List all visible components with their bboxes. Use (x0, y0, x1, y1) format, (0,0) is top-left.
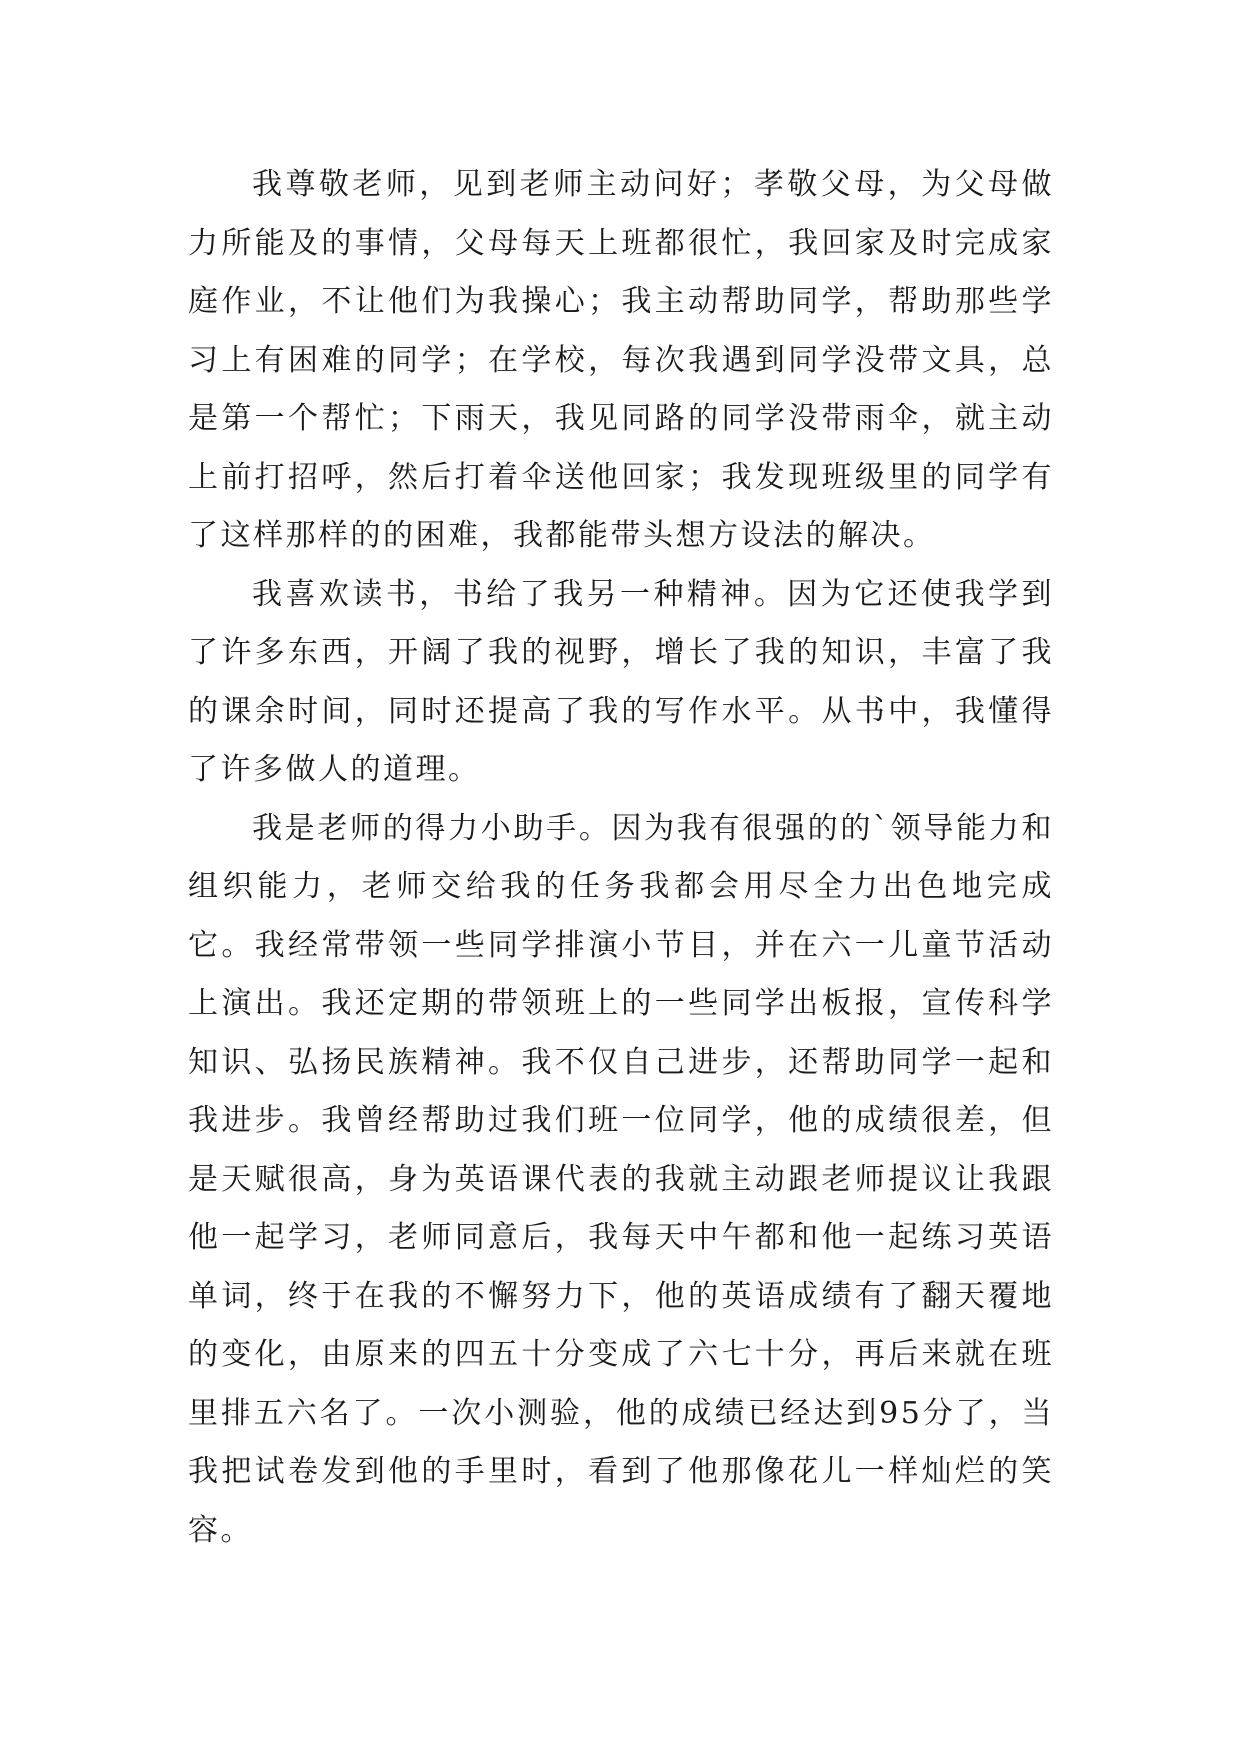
paragraph-reading: 我喜欢读书，书给了我另一种精神。因为它还使我学到了许多东西，开阔了我的视野，增长了我的知识，丰富了我的课余时间，同时还提高了我的写作水平。从书中，我懂得了许多做人的道理。 (188, 576, 1054, 787)
document-body (188, 156, 1054, 1560)
paragraph-respect-and-helping: 我尊敬老师，见到老师主动问好；孝敬父母，为父母做力所能及的事情，父母每天上班都很忙，我回家及时完成家庭作业，不让他们为我操心；我主动帮助同学，帮助那些学习上有困难的同学；在学校，每次我遇到同学没带文具，总是第一个帮忙；下雨天，我见同路的同学没带雨伞，就主动上前打招呼，然后打着伞送他回家；我发现班级里的同学有了这样那样的的困难，我都能带头想方设法的解决。 (188, 167, 1054, 553)
paragraph-teacher-assistant: 我是老师的得力小助手。因为我有很强的的`领导能力和组织能力，老师交给我的任务我都会用尽全力出色地完成它。我经常带领一些同学排演小节目，并在六一儿童节活动上演出。我还定期的带领班上的一些同学出板报，宣传科学知识、弘扬民族精神。我不仅自己进步，还帮助同学一起和我进步。我曾经帮助过我们班一位同学，他的成绩很差，但是天赋很高，身为英语课代表的我就主动跟老师提议让我跟他一起学习，老师同意后，我每天中午都和他一起练习英语单词，终于在我的不懈努力下，他的英语成绩有了翻天覆地的变化，由原来的四五十分变成了六七十分，再后来就在班里排五六名了。一次小测验，他的成绩已经达到95分了，当我把试卷发到他的手里时，看到了他那像花儿一样灿烂的笑容。 (188, 810, 1054, 1548)
